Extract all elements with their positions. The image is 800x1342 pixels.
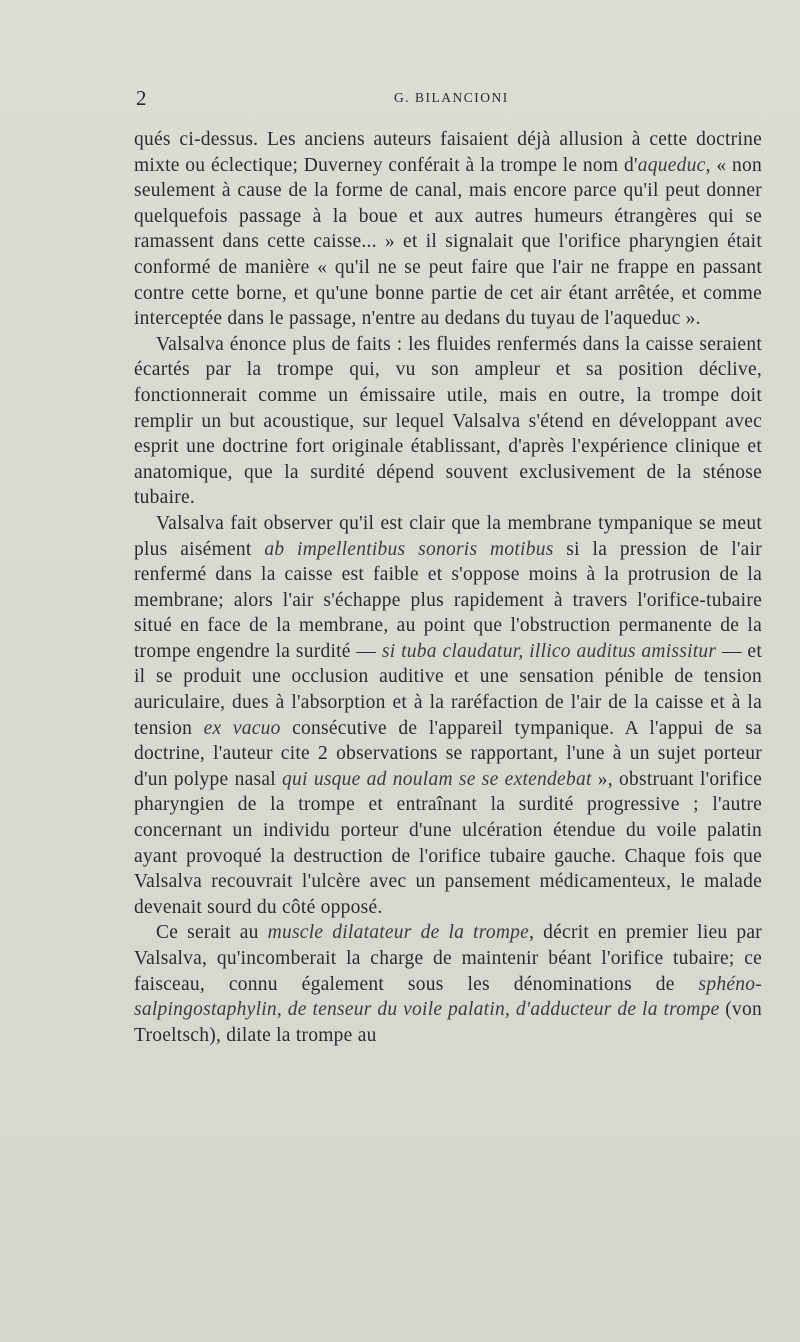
text-run: si la pression de l'air renfermé dans la caisse est faible et s'oppose moins à la protrusion de la membrane; alors l'air s'échappe plus rapidement à travers l'orifice-tubaire situé en face de la membrane, au point que l'obstruction permanente de la trompe engendre la surdité — [134, 538, 762, 662]
page-number: 2 [136, 86, 147, 110]
text-run: Ce serait au [156, 922, 268, 944]
italic-phrase: aqueduc [637, 154, 706, 176]
running-head-author: G. BILANCIONI [394, 90, 509, 105]
italic-phrase: sphéno-salpingostaphylin, de tenseur du voile palatin, d'adducteur de la trompe [134, 973, 762, 1021]
text-run: , « non seulement à cause de la forme de canal, mais encore parce qu'il peut donner quelquefois passage à la boue et aux autres humeurs étrangères qui se ramassent dans cette caisse... » et il signalait que l'orifice pharyngien était conformé de manière « qu'il ne se peut faire que l'air ne frappe en passant contre cette borne, et qu'une bonne partie de cet air étant arrêtée, et comme interceptée dans le passage, n'entre au dedans du tuyau de l'aqueduc ». [134, 154, 763, 330]
italic-phrase: ex vacuo [203, 717, 281, 739]
text-run: — et il se produit une occlusion auditive et une sensation pénible de tension auriculaire, dues à l'absorption et à la raréfaction de l'air de la caisse et à la tension [134, 640, 763, 739]
paragraph-4 [134, 920, 762, 1048]
italic-phrase: muscle dilatateur de la trompe [267, 922, 530, 944]
text-run: qués ci-dessus. Les anciens auteurs faisaient déjà allusion à cette doctrine mixte ou éclectique; Duverney conférait à la trompe le nom d' [134, 129, 762, 176]
italic-phrase: si tuba claudatur, illico auditus amissitur [381, 640, 717, 662]
text-run: Valsalva énonce plus de faits : les fluides renfermés dans la caisse seraient écartés par la trompe qui, vu son ampleur et sa position déclive, fonctionnerait comme un émissaire utile, mais en outre, la trompe doit remplir un but acoustique, sur lequel Valsalva s'étend en développant avec esprit une doctrine fort originale établissant, d'après l'expérience clinique et anatomique, que la surdité dépend souvent exclusivement de la sténose tubaire. [134, 333, 762, 509]
paragraph-3 [134, 511, 762, 921]
italic-phrase: ab impellentibus sonoris motibus [264, 538, 554, 560]
paragraph-2 [134, 332, 762, 511]
text-run: », obstruant l'orifice pharyngien de la trompe et entraînant la surdité progressive ; l'autre concernant un individu porteur d'une ulcération étendue du voile palatin ayant provoqué la destruction de l'orifice tubaire gauche. Chaque fois que Valsalva recouvrait l'ulcère avec un pansement médicamenteux, le malade devenait sourd du côté opposé. [134, 768, 763, 918]
text-run: Valsalva fait observer qu'il est clair que la membrane tympanique se meut plus aisément [134, 512, 762, 560]
page-header [136, 86, 760, 108]
text-run: , décrit en premier lieu par Valsalva, qu'incomberait la charge de maintenir béant l'orifice tubaire; ce faisceau, connu également sous les dénominations de [134, 922, 762, 995]
body-text [134, 127, 762, 1048]
italic-phrase: qui usque ad noulam se se extendebat [282, 768, 592, 790]
paragraph-1 [134, 127, 762, 332]
text-run: consécutive de l'appareil tympanique. A l'appui de sa doctrine, l'auteur cite 2 observations se rapportant, l'une à un sujet porteur d'un polype nasal [134, 717, 762, 790]
text-run: (von Troeltsch), dilate la trompe au [134, 999, 762, 1046]
